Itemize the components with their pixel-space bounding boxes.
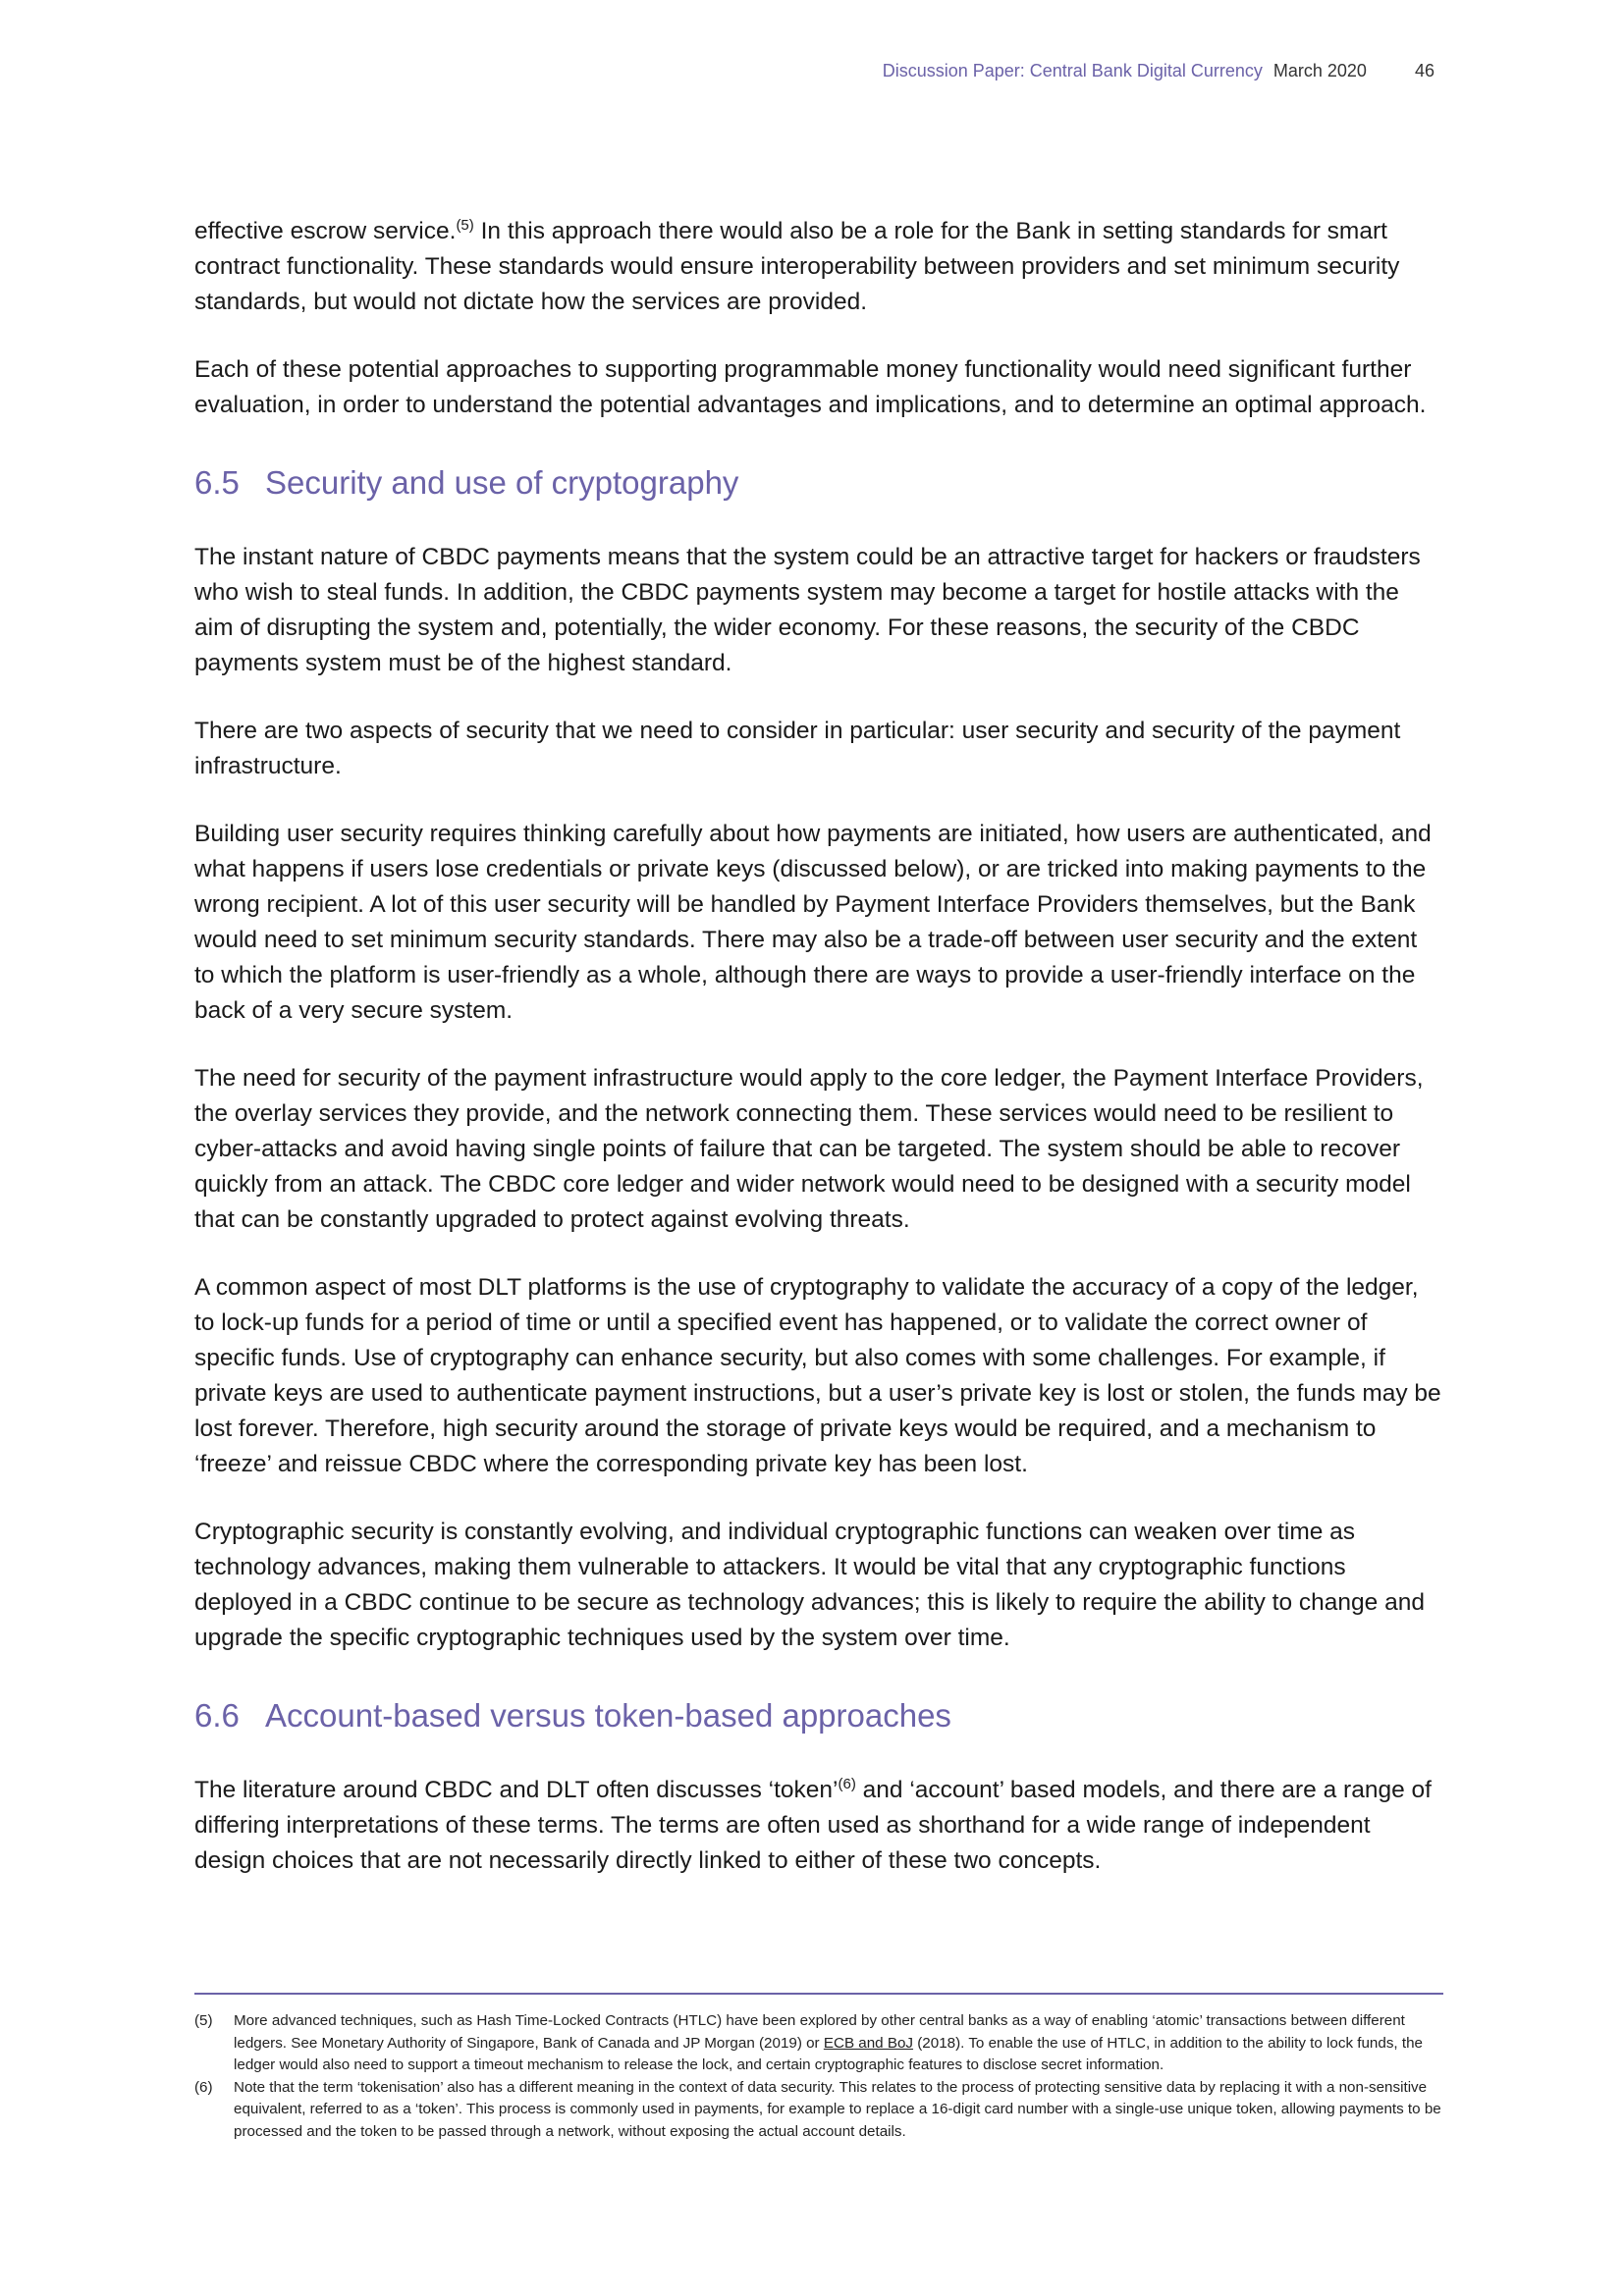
paragraph-user-security: Building user security requires thinking carefully about how payments are initiated, how users are authenticated, and what happens if users lose credentials or private keys (discussed below), or are tricked into making payments to the wrong recipient. A lot of this user security will be handled by Payment Interface Providers themselves, but the Bank would need to set minimum security standards. There may also be a trade-off between user security and the extent to which the platform is user-friendly as a whole, although there are ways to provide a user-friendly interface on the back of a very secure system. <box>194 821 1432 1024</box>
paragraph-evolving-cryptography: Cryptographic security is constantly evolving, and individual cryptographic functions can weaken over time as technology advances, making them vulnerable to attackers. It would be vital that any cryptographic functions deployed in a CBDC continue to be secure as technology advances; this is likely to require the ability to change and upgrade the specific cryptographic techniques used by the system over time. <box>194 1519 1425 1651</box>
document-series-title: Discussion Paper: Central Bank Digital Currency <box>882 61 1263 80</box>
footnote-text <box>234 2010 1443 2077</box>
section-heading-6-5 <box>194 463 1441 503</box>
footnotes <box>194 1993 1443 2143</box>
footnote-ref-5[interactable]: (5) <box>456 216 474 234</box>
paragraph-text: The literature around CBDC and DLT often discusses ‘token’ <box>194 1777 839 1803</box>
section-number: 6.6 <box>194 1697 240 1734</box>
paragraph-infrastructure-security: The need for security of the payment infrastructure would apply to the core ledger, the Payment Interface Providers, the overlay services they provide, and the network connecting them. These services would need to be resilient to cyber-attacks and avoid having single points of failure that can be targeted. The system should be able to recover quickly from an attack. The CBDC core ledger and wider network would need to be designed with a security model that can be constantly upgraded to protect against evolving threats. <box>194 1065 1424 1233</box>
section-title: Security and use of cryptography <box>265 464 739 501</box>
footnote-number: (5) <box>194 2012 213 2029</box>
footnote-ref-6[interactable]: (6) <box>838 1775 856 1792</box>
section-title: Account-based versus token-based approaches <box>265 1697 951 1734</box>
footnote-text: Note that the term ‘tokenisation’ also has a different meaning in the context of data security. This relates to the process of protecting sensitive data by replacing it with a non-sensitive equivalent, referred to as a ‘token’. This process is commonly used in payments, for example to replace a 16-digit card number with a single-use unique token, allowing payments to be processed and the token to be passed through a network, without exposing the actual account details. <box>234 2078 1441 2140</box>
paragraph-approaches: Each of these potential approaches to supporting programmable money functionality would need significant further evaluation, in order to understand the potential advantages and implications, and to determine an optimal approach. <box>194 356 1427 418</box>
paragraph-instant-nature: The instant nature of CBDC payments means that the system could be an attractive target for hackers or fraudsters who wish to steal funds. In addition, the CBDC payments system may become a target for hostile attacks with the aim of disrupting the system and, potentially, the wider economy. For these reasons, the security of the CBDC payments system must be of the highest standard. <box>194 544 1421 676</box>
footnote-5 <box>194 2010 1443 2077</box>
page-number: 46 <box>1414 61 1435 80</box>
section-heading-6-6 <box>194 1696 1441 1735</box>
paragraph-two-aspects: There are two aspects of security that we need to consider in particular: user security and security of the payment infrastructure. <box>194 718 1401 779</box>
paragraph-token-account <box>194 1773 1441 1879</box>
paragraph-dlt-cryptography: A common aspect of most DLT platforms is the use of cryptography to validate the accuracy of a copy of the ledger, to lock-up funds for a period of time or until a specified event has happened, or to validate the correct owner of specific funds. Use of cryptography can enhance security, but also comes with some challenges. For example, if private keys are used to authenticate payment instructions, but a user’s private key is lost or stolen, the funds may be lost forever. Therefore, high security around the storage of private keys would be required, and a mechanism to ‘freeze’ and reissue CBDC where the corresponding private key has been lost. <box>194 1274 1441 1477</box>
footnote-text-part: (2018). To enable the use of HTLC, in addition to the ability to lock funds, the ledger would also need to support a timeout mechanism to release the lock, and certain cryptographic features to disclose secret information. <box>234 2034 1423 2073</box>
footnote-text-part: More advanced techniques, such as Hash Time-Locked Contracts (HTLC) have been explored by other central banks as a way of enabling ‘atomic’ transactions between different ledgers. See Monetary Authority of Singapore, Bank of Canada and JP Morgan (2019) or <box>234 2012 1405 2052</box>
footnote-link-ecb-boj[interactable]: ECB and BoJ <box>823 2034 914 2052</box>
section-number: 6.5 <box>194 464 240 501</box>
paragraph-escrow <box>194 214 1441 320</box>
paragraph-text: In this approach there would also be a role for the Bank in setting standards for smart contract functionality. These standards would ensure interoperability between providers and set minimum security standards, but would not dictate how the services are provided. <box>194 218 1400 315</box>
running-header <box>883 61 1435 81</box>
footnote-6 <box>194 2077 1443 2144</box>
publication-date: March 2020 <box>1272 61 1367 80</box>
main-content <box>194 214 1441 1911</box>
paragraph-text: and ‘account’ based models, and there are a range of differing interpretations of these terms. The terms are often used as shorthand for a wide range of independent design choices that are not necessarily directly linked to either of these two concepts. <box>194 1777 1432 1874</box>
footnote-number: (6) <box>194 2078 213 2096</box>
paragraph-text: effective escrow service. <box>194 218 457 244</box>
